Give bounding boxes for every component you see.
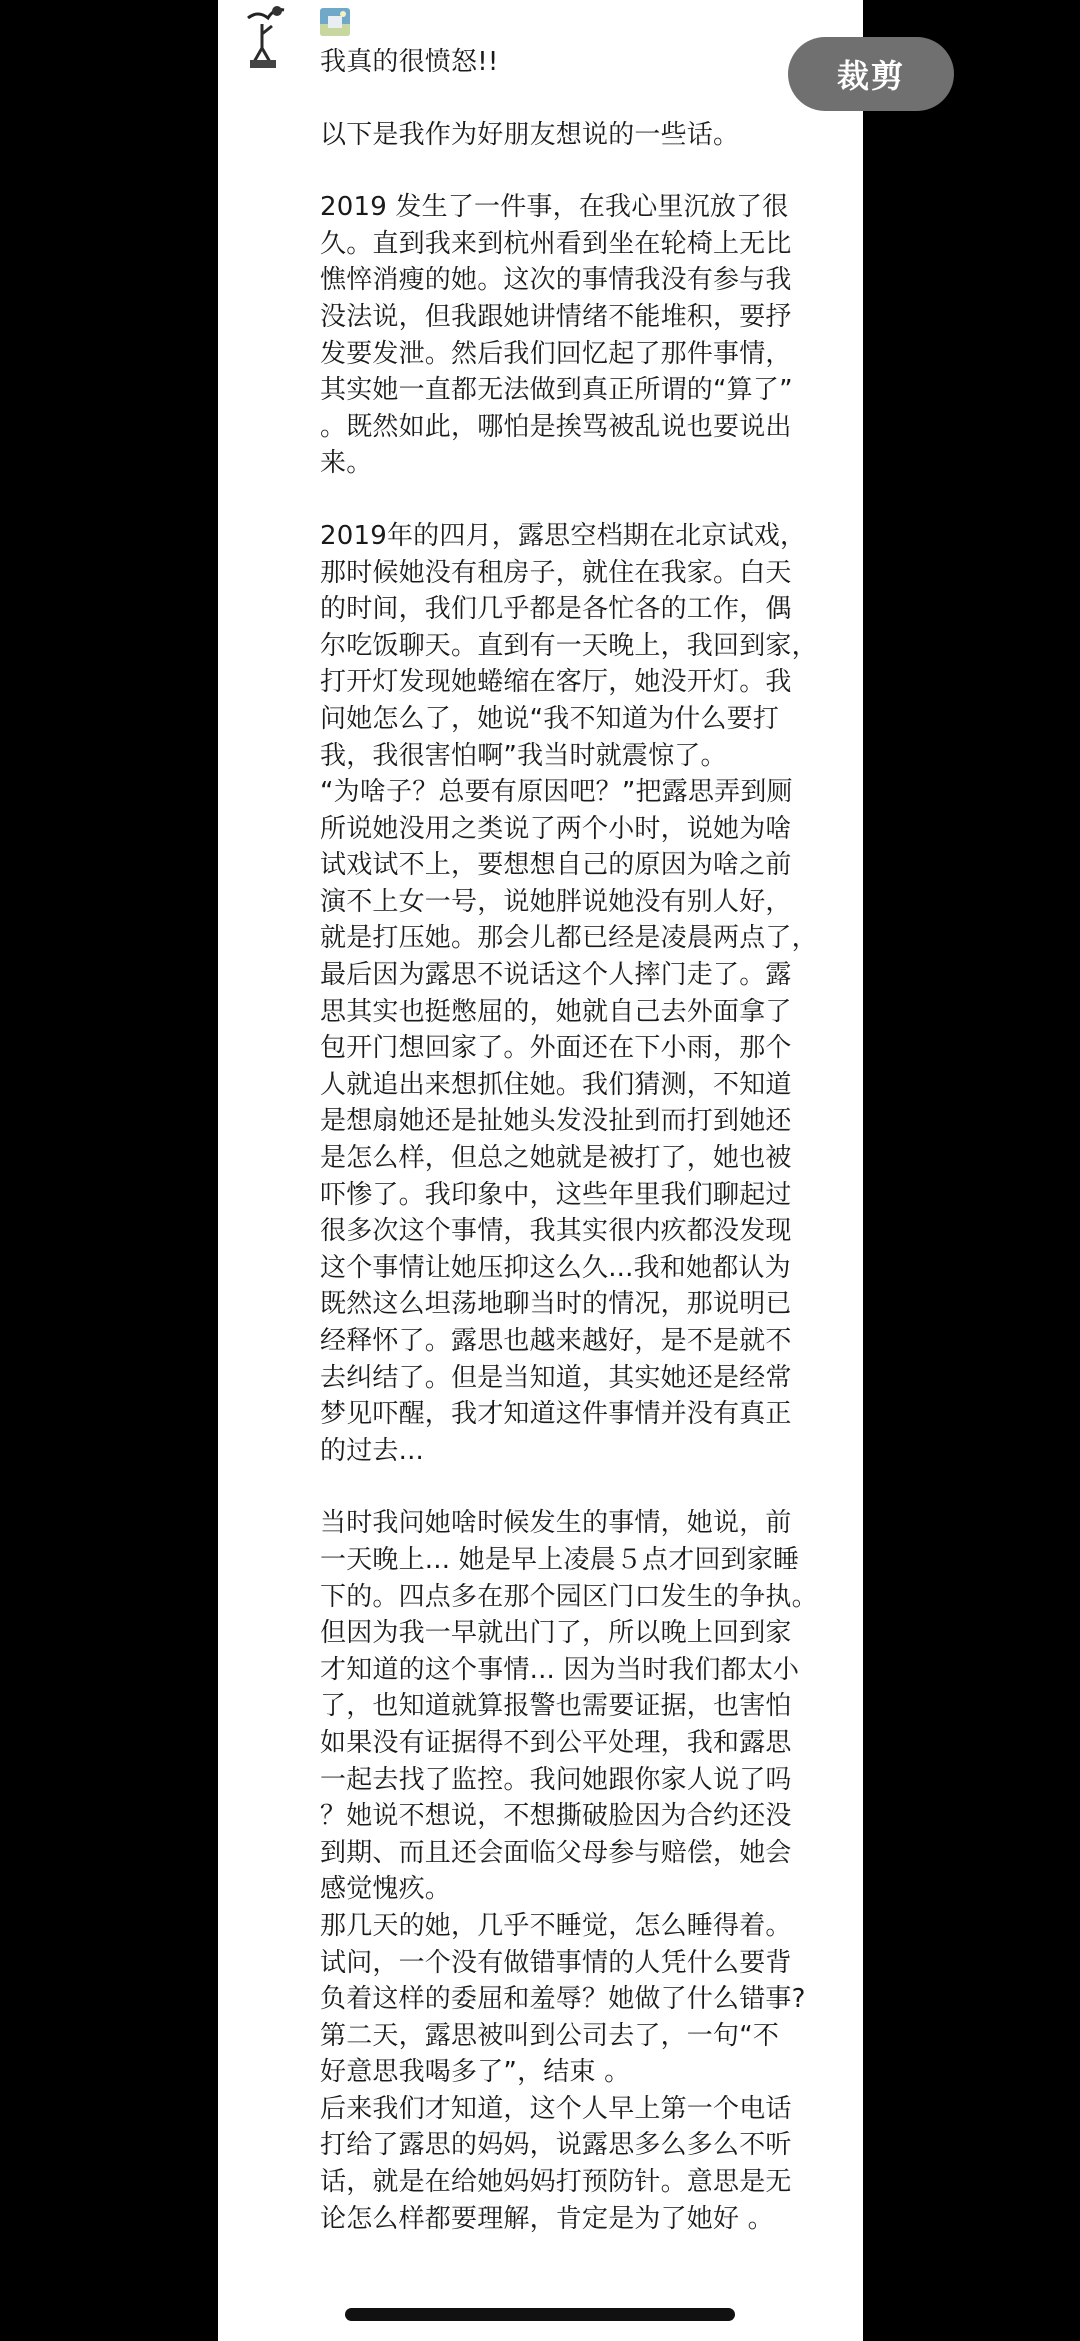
post-intro: 以下是我作为好朋友想说的一些话。 <box>320 119 740 150</box>
post-page <box>218 0 863 2341</box>
post-paragraph: 2019年的四月，露思空档期在北京试戏， 那时候她没有租房子，就住在我家。白天 的时间，我们几乎都是各忙各的工作，偶 尔吃饭聊天。直到有一天晚上，我回到家， 打开灯发现她蜷缩在客厅，她没开灯。我 问她怎么了，她说“我不知道为什么要打 我，我很害怕啊”我当时就震惊了。 “为啥子？总要有原因吧？”把露思弄到厕 所说她没用之类说了两个小时，说她为啥 试戏试不上，要想想自己的原因为啥之前 演不上女一号，说她胖说她没有别人好， 就是打压她。那会儿都已经是凌晨两点了， 最后因为露思不说话这个人摔门走了。露 思其实也挺憋屈的，她就自己去外面拿了 包开门想回家了。外面还在下小雨，那个 人就追出来想抓住她。我们猜测，不知道 是想扇她还是扯她头发没扯到而打到她还 是怎么样，但总之她就是被打了，她也被 吓惨了。我印象中，这些年里我们聊起过 很多次这个事情，我其实很内疚都没发现 这个事情让她压抑这么久...我和她都认为 既然这么坦荡地聊当时的情况，那说明已 经释怀了。露思也越来越好，是不是就不 去纠结了。但是当知道，其实她还是经常 梦见吓醒，我才知道这件事情并没有真正 的过去... <box>320 520 818 1466</box>
crop-button[interactable]: 裁剪 <box>788 37 954 111</box>
image-thumbnail-icon[interactable] <box>320 8 350 36</box>
avatar[interactable] <box>244 4 288 70</box>
post-content <box>320 44 860 2237</box>
post-headline: 我真的很愤怒!! <box>320 47 499 77</box>
home-indicator[interactable] <box>345 2308 735 2321</box>
post-paragraph: 当时我问她啥时候发生的事情，她说，前 一天晚上... 她是早上凌晨５点才回到家睡 下的。四点多在那个园区门口发生的争执。 但因为我一早就出门了，所以晚上回到家 才知道的这个事情... 因为当时我们都太小 了，也知道就算报警也需要证据，也害怕 如果没有证据得不到公平处理，我和露思 一起去找了监控。我问她跟你家人说了吗 ？她说不想说，不想撕破脸因为合约还没 到期、而且还会面临父母参与赔偿，她会 感觉愧疚。 那几天的她，几乎不睡觉，怎么睡得着。 试问，一个没有做错事情的人凭什么要背 负着这样的委屈和羞辱？她做了什么错事? 第二天，露思被叫到公司去了，一句“不 好意思我喝多了”，结束 。 后来我们才知道，这个人早上第一个电话 打给了露思的妈妈，说露思多么多么不听 话，就是在给她妈妈打预防针。意思是无 论怎么样都要理解，肯定是为了她好 。 <box>320 1508 818 2234</box>
post-paragraph: 2019 发生了一件事，在我心里沉放了很 久。直到我来到杭州看到坐在轮椅上无比 憔悴消瘦的她。这次的事情我没有参与我 没法说，但我跟她讲情绪不能堆积，要抒 发要发泄。然后我们回忆起了那件事情， 其实她一直都无法做到真正所谓的“算了” 。既然如此，哪怕是挨骂被乱说也要说出 来。 <box>320 192 793 479</box>
